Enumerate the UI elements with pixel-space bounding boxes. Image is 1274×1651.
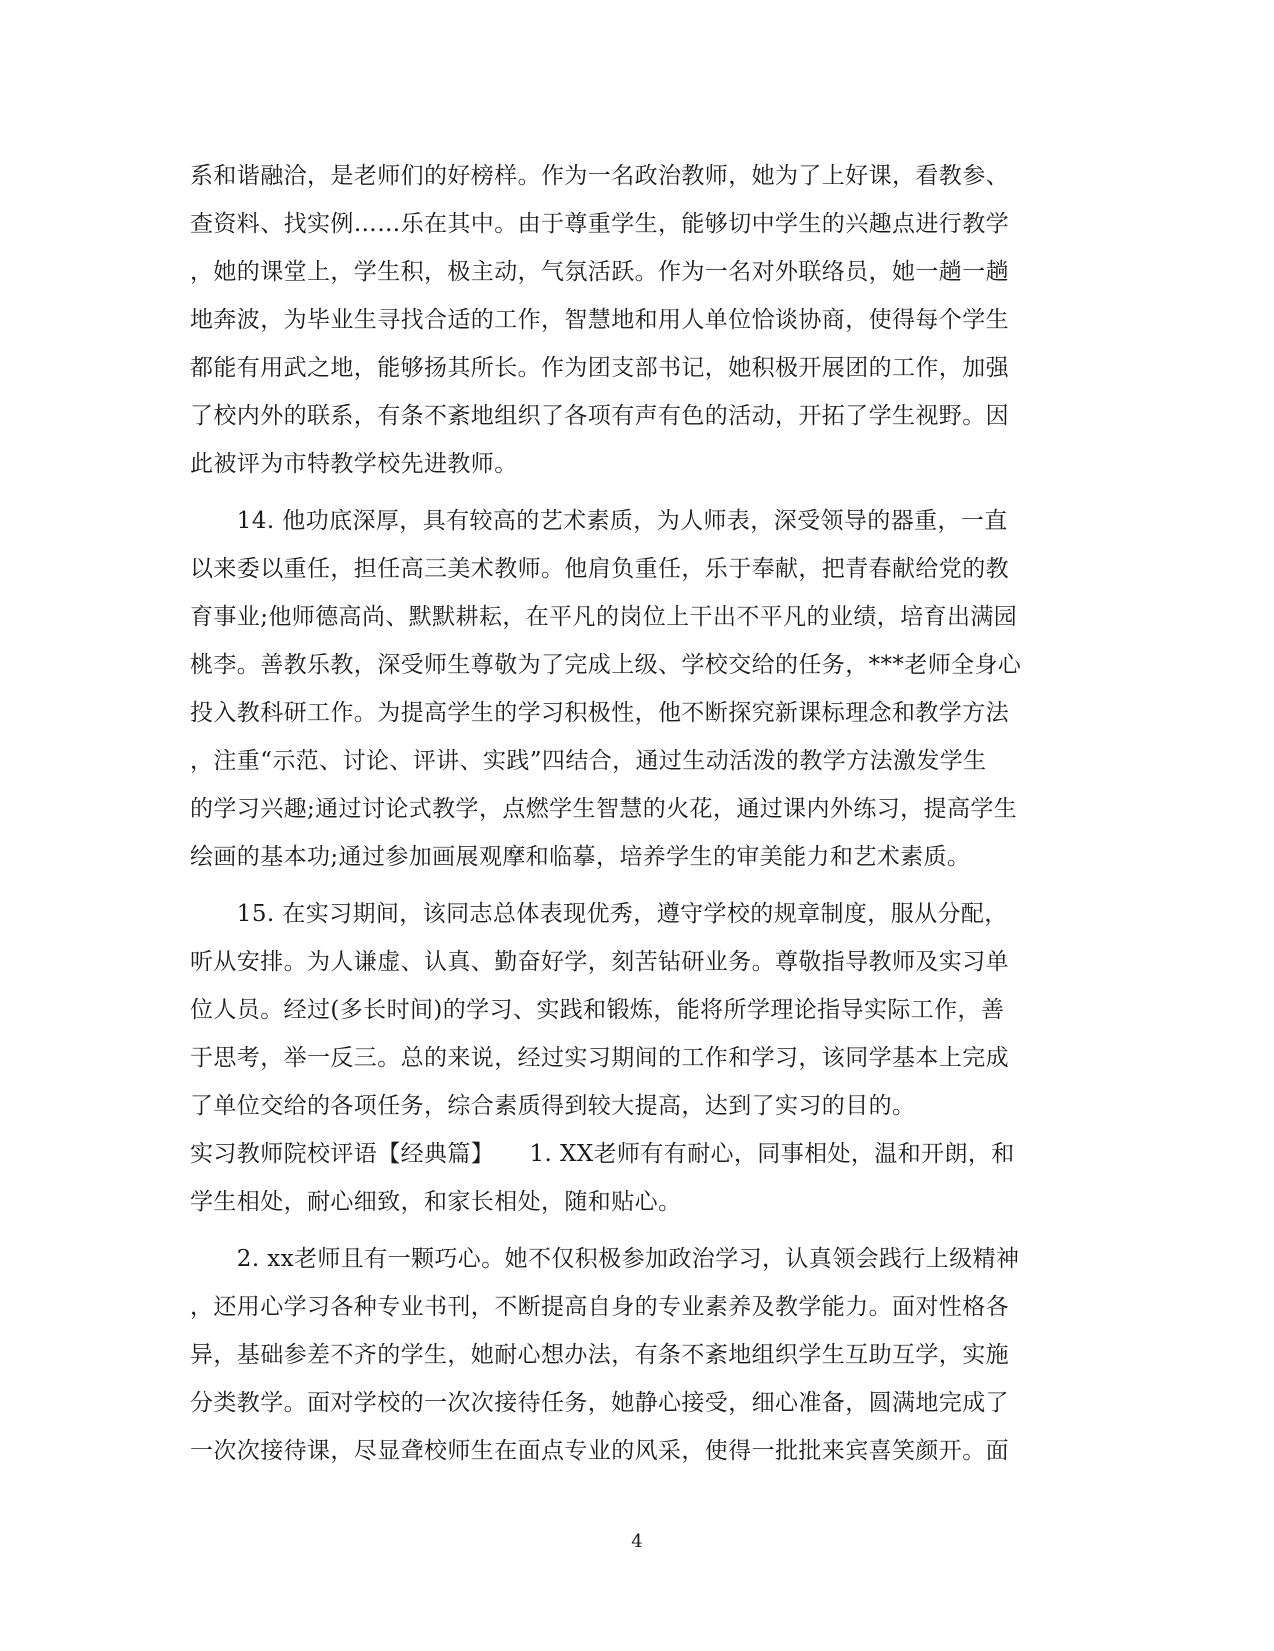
text-line: 的学习兴趣;通过讨论式教学，点燃学生智慧的火花，通过课内外练习，提高学生 [190, 796, 1018, 822]
text-line: 了校内外的联系，有条不紊地组织了各项有声有色的活动，开拓了学生视野。因 [190, 403, 1009, 429]
text-line: ，注重“示范、讨论、评讲、实践”四结合，通过生动活泼的教学方法激发学生 [190, 748, 987, 774]
text-line: 都能有用武之地，能够扬其所长。作为团支部书记，她积极开展团的工作，加强 [190, 355, 1009, 381]
text-line: 听从安排。为人谦虚、认真、勤奋好学，刻苦钻研业务。尊敬指导教师及实习单 [190, 949, 1009, 975]
text-line: ，她的课堂上，学生积，极主动，气氛活跃。作为一名对外联络员，她一趟一趟 [190, 259, 1009, 285]
text-line: 实习教师院校评语【经典篇】 1. XX老师有有耐心，同事相处，温和开朗，和 [190, 1141, 1015, 1167]
page-number: 4 [631, 1531, 643, 1552]
text-line: 14. 他功底深厚，具有较高的艺术素质，为人师表，深受领导的器重，一直 [190, 508, 1008, 534]
text-line: ，还用心学习各种专业书刊，不断提高自身的专业素养及教学能力。面对性格各 [190, 1294, 1009, 1320]
text-line: 地奔波，为毕业生寻找合适的工作，智慧地和用人单位恰谈协商，使得每个学生 [190, 307, 1009, 333]
text-line: 查资料、找实例……乐在其中。由于尊重学生，能够切中学生的兴趣点进行教学 [190, 211, 1009, 237]
text-line: 此被评为市特教学校先进教师。 [190, 451, 518, 477]
text-line: 于思考，举一反三。总的来说，经过实习期间的工作和学习，该同学基本上完成 [190, 1045, 1009, 1071]
text-line: 学生相处，耐心细致，和家长相处，随和贴心。 [190, 1189, 682, 1215]
text-line: 投入教科研工作。为提高学生的学习积极性，他不断探究新课标理念和教学方法 [190, 700, 1009, 726]
text-line: 了单位交给的各项任务，综合素质得到较大提高，达到了实习的目的。 [190, 1093, 916, 1119]
text-line: 15. 在实习期间，该同志总体表现优秀，遵守学校的规章制度，服从分配， [190, 901, 1008, 927]
text-line: 育事业;他师德高尚、默默耕耘，在平凡的岗位上干出不平凡的业绩，培育出满园 [190, 604, 1018, 630]
text-line: 异，基础参差不齐的学生，她耐心想办法，有条不紊地组织学生互助互学，实施 [190, 1342, 1009, 1368]
text-line: 系和谐融洽，是老师们的好榜样。作为一名政治教师，她为了上好课，看教参、 [190, 163, 1009, 189]
text-line: 分类教学。面对学校的一次次接待任务，她静心接受，细心准备，圆满地完成了 [190, 1390, 1009, 1416]
text-line: 2. xx老师且有一颗巧心。她不仅积极参加政治学习，认真领会践行上级精神 [190, 1246, 1020, 1272]
text-line: 以来委以重任，担任高三美术教师。他肩负重任，乐于奉献，把青春献给党的教 [190, 556, 1009, 582]
text-line: 位人员。经过(多长时间)的学习、实践和锻炼，能将所学理论指导实际工作，善 [190, 997, 1005, 1023]
text-line: 桃李。善教乐教，深受师生尊敬为了完成上级、学校交给的任务，***老师全身心 [190, 652, 1022, 678]
text-line: 一次次接待课，尽显聋校师生在面点专业的风采，使得一批批来宾喜笑颜开。面 [190, 1438, 1009, 1464]
text-line: 绘画的基本功;通过参加画展观摩和临摹，培养学生的审美能力和艺术素质。 [190, 844, 971, 870]
